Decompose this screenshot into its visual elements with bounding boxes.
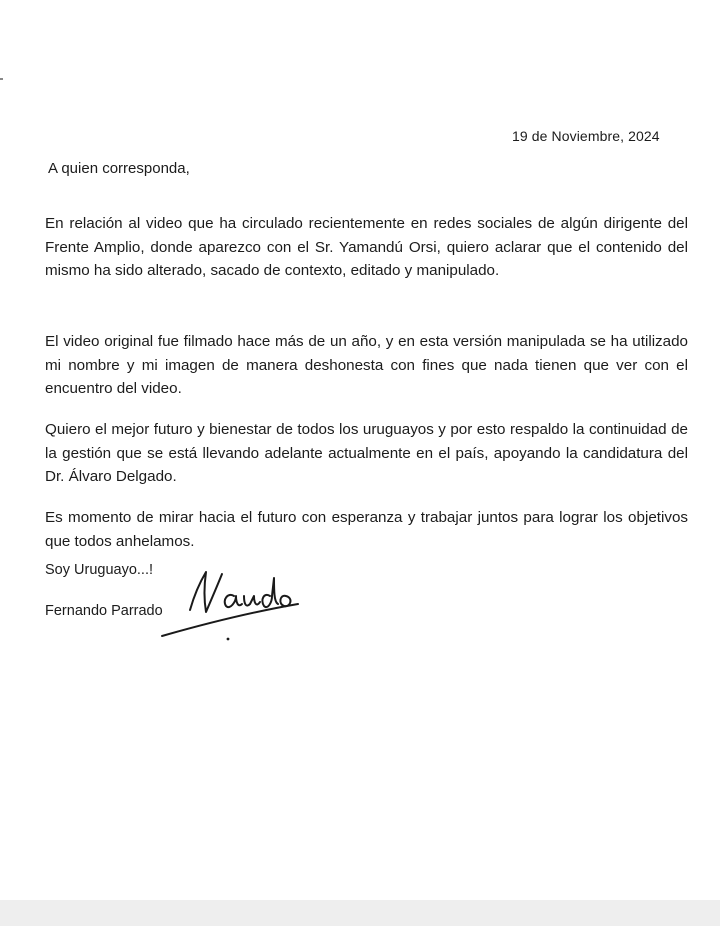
paragraph-3: Quiero el mejor futuro y bienestar de todos los uruguayos y por esto respaldo la continuidad de la gestión que se está llevando adelante actualmente en el país, apoyando la candidatura del Dr. Álvaro Delgado. [45, 421, 688, 485]
scan-edge-mark [0, 78, 3, 80]
letter-greeting: A quien corresponda, [48, 160, 190, 177]
paragraph-4: Es momento de mirar hacia el futuro con esperanza y trabajar juntos para lograr los objetivos que todos anhelamos. [45, 509, 688, 550]
scan-bottom-strip [0, 900, 720, 926]
letter-date: 19 de Noviembre, 2024 [512, 128, 660, 144]
paragraph-1: En relación al video que ha circulado recientemente en redes sociales de algún dirigente del Frente Amplio, donde aparezco con el Sr. Yamandú Orsi, quiero aclarar que el contenido del mismo ha sido alterado, sacado de contexto, editado y manipulado. [45, 215, 688, 279]
handwritten-signature [160, 566, 310, 650]
letter-closing: Soy Uruguayo...! [45, 562, 153, 578]
paragraph-2: El video original fue filmado hace más de un año, y en esta versión manipulada se ha utilizado mi nombre y mi imagen de manera deshonesta con fines que nada tienen que ver con el encuentro del video. [45, 333, 688, 397]
signer-name: Fernando Parrado [45, 603, 163, 619]
